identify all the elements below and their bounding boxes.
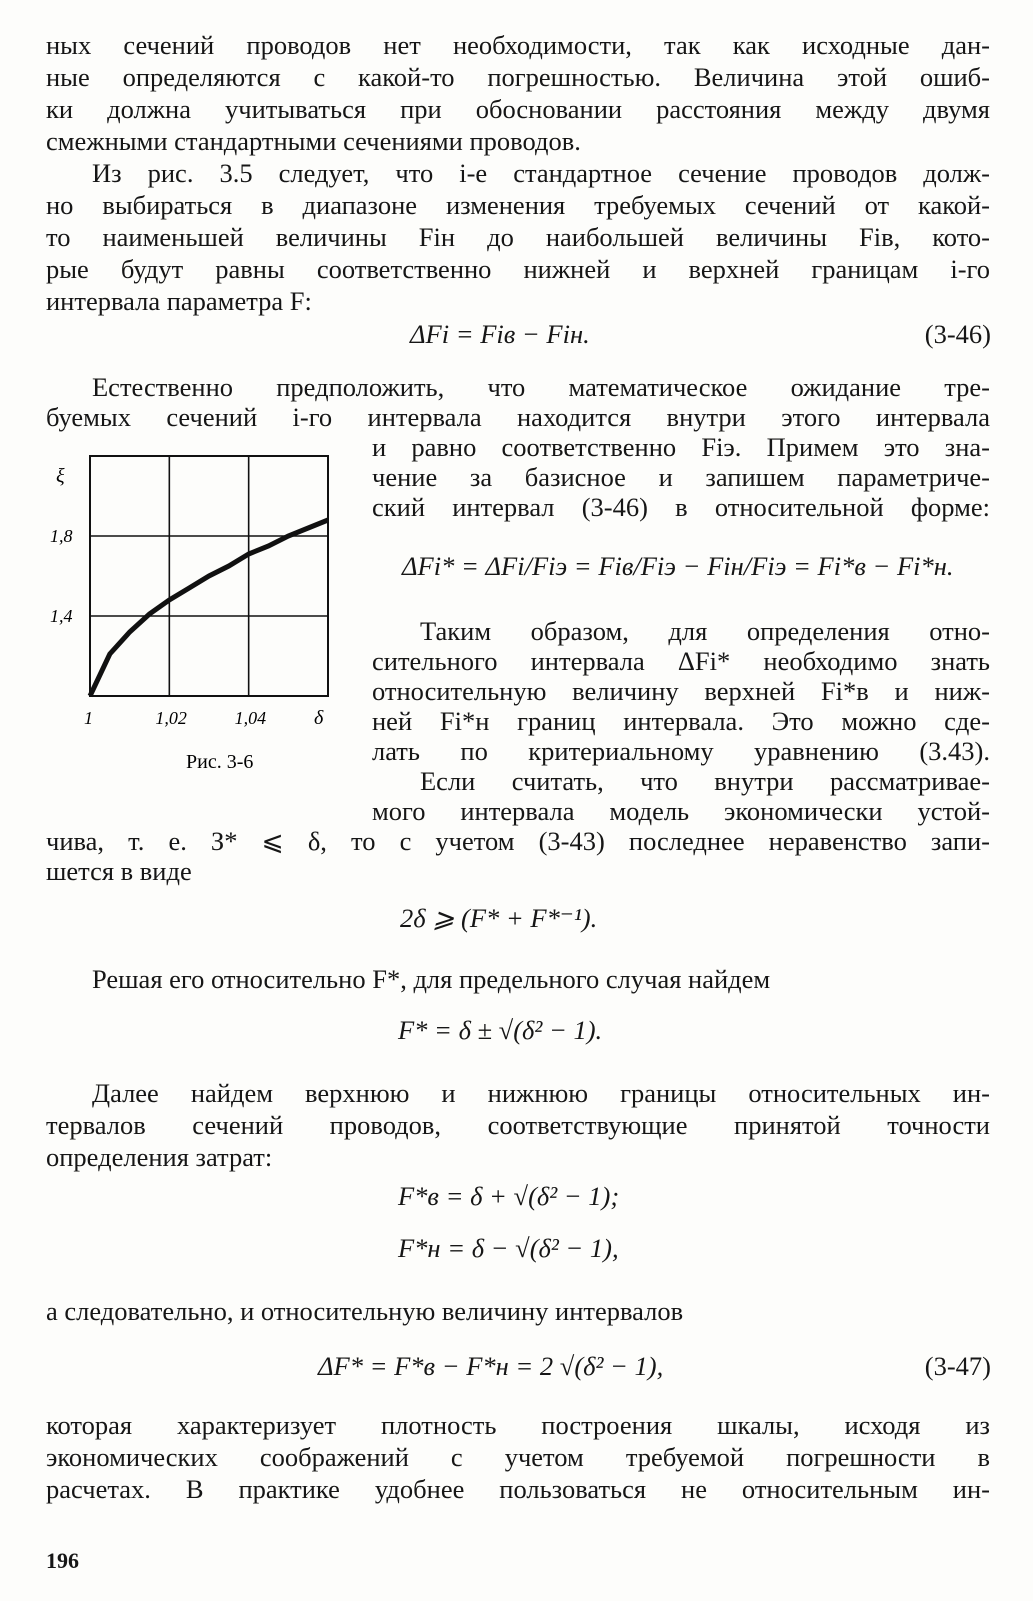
text-line: чива, т. е. З* ⩽ δ, то с учетом (3-43) последнее неравенство запи- xyxy=(46,826,990,856)
text-line: относительную величину верхней Fi*в и ниж- xyxy=(372,676,990,706)
text-line: Далее найдем верхнюю и нижнюю границы относительных ин- xyxy=(92,1078,990,1108)
equation-number: (3-46) xyxy=(924,319,991,349)
text-line: а следовательно, и относительную величину интервалов xyxy=(46,1296,684,1326)
text-line: лать по критериальному уравнению (3.43). xyxy=(372,736,990,766)
plot-ticks xyxy=(50,526,266,728)
text-line: экономических соображений с учетом требуемой погрешности в xyxy=(46,1442,990,1472)
equation-relative: ΔFi* = ΔFi/Fiэ = Fiв/Fiэ − Fiн/Fiэ = Fi*в − Fi*н. xyxy=(402,551,954,581)
figure-caption: Рис. 3-6 xyxy=(186,751,254,772)
x-tick-label: 1,02 xyxy=(155,708,187,728)
equation-3-46: ΔFi = Fiв − Fiн. xyxy=(410,319,590,349)
text-line: ки должна учитываться при обосновании расстояния между двумя xyxy=(46,94,990,124)
text-line: сительного интервала ΔFi* необходимо знать xyxy=(372,646,990,676)
text-line: ных сечений проводов нет необходимости, так как исходные дан- xyxy=(46,30,990,60)
text-line: ский интервал (3-46) в относительной форме: xyxy=(372,492,990,522)
text-line: Из рис. 3.5 следует, что i-е стандартное сечение проводов долж- xyxy=(92,158,990,188)
text-line: смежными стандартными сечениями проводов. xyxy=(46,126,581,156)
text-line: Естественно предположить, что математическое ожидание тре- xyxy=(92,372,990,402)
figure-3-6 xyxy=(46,452,346,772)
equation-3-47: ΔF* = F*в − F*н = 2 √(δ² − 1), xyxy=(318,1351,664,1381)
text-line: но выбираться в диапазоне изменения требуемых сечений от какой- xyxy=(46,190,990,220)
text-line: рые будут равны соответственно нижней и верхней границам i-го xyxy=(46,254,990,284)
y-tick-label: 1,8 xyxy=(50,526,73,546)
text-line: определения затрат: xyxy=(46,1142,273,1172)
text-line: Если считать, что внутри рассматривае- xyxy=(420,766,990,796)
text-line: ные определяются с какой-то погрешностью. Величина этой ошиб- xyxy=(46,62,990,92)
text-line: интервала параметра F: xyxy=(46,286,312,316)
text-line: шется в виде xyxy=(46,856,192,886)
text-line: мого интервала модель экономически устой- xyxy=(372,796,990,826)
text-line: и равно соответственно Fiэ. Примем это зна- xyxy=(372,432,990,462)
y-tick-label: 1,4 xyxy=(50,606,73,626)
text-line: буемых сечений i-го интервала находится внутри этого интервала xyxy=(46,402,990,432)
x-tick-label: 1,04 xyxy=(234,708,267,728)
text-line: чение за базисное и запишем параметриче- xyxy=(372,462,990,492)
text-line: Таким образом, для определения отно- xyxy=(420,616,990,646)
y-axis-label: ξ xyxy=(56,465,65,487)
text-line: Решая его относительно F*, для предельного случая найдем xyxy=(92,964,771,994)
data-curve xyxy=(90,520,328,696)
text-line: которая характеризует плотность построения шкалы, исходя из xyxy=(46,1410,990,1440)
equation-inequality: 2δ ⩾ (F* + F*⁻¹). xyxy=(400,903,598,933)
text-line: расчетах. В практике удобнее пользоваться не относительным ин- xyxy=(46,1474,990,1504)
equation-lower-bound: F*н = δ − √(δ² − 1), xyxy=(398,1233,619,1263)
equation-f-star: F* = δ ± √(δ² − 1). xyxy=(398,1015,603,1045)
text-line: то наименьшей величины Fiн до наибольшей величины Fiв, кото- xyxy=(46,222,990,252)
x-axis-label: δ xyxy=(314,707,324,729)
text-line: ней Fi*н границ интервала. Это можно сде- xyxy=(372,706,990,736)
equation-upper-bound: F*в = δ + √(δ² − 1); xyxy=(398,1181,620,1211)
x-tick-label: 1 xyxy=(84,708,93,728)
page-number: 196 xyxy=(46,1548,79,1573)
equation-number: (3-47) xyxy=(924,1351,991,1381)
text-line: тервалов сечений проводов, соответствующие принятой точности xyxy=(46,1110,990,1140)
